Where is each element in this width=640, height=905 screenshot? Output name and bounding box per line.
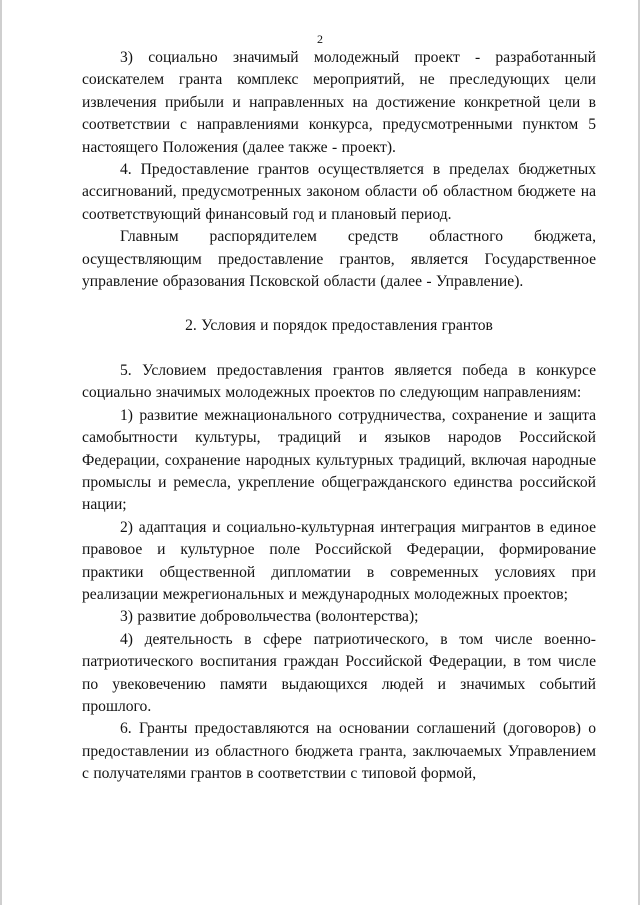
paragraph-item-3-definition: 3) социально значимый молодежный проект - разработанный соискателем гранта комплекс мероприятий, не преследующих цели извлечения прибыли и направленных на достижение конкретной цели в соответствии с направлениями конкурса, предусмотренными пунктом 5 настоящего Положения (далее также - проект).	[82, 49, 596, 156]
paragraph-direction-3: 3) развитие добровольчества (волонтерства);	[120, 608, 419, 626]
paragraph-clause-5: 5. Условием предоставления грантов является победа в конкурсе социально значимых молодежных проектов по следующим направлениям:	[82, 361, 596, 402]
scan-edge-left	[0, 0, 2, 905]
section-heading: 2. Условия и порядок предоставления грантов	[185, 317, 493, 335]
paragraph-direction-4: 4) деятельность в сфере патриотического, в том числе военно-патриотического воспитания граждан Российской Федерации, в том числе по увековечению памяти выдающихся людей и значимых событий прошлого.	[82, 630, 596, 715]
paragraph-clause-6: 6. Гранты предоставляются на основании соглашений (договоров) о предоставлении из областного бюджета гранта, заключаемых Управлением с получателями грантов в соответствии с типовой формой,	[82, 720, 596, 783]
document-body	[82, 47, 596, 786]
paragraph-direction-1: 1) развитие межнационального сотрудничества, сохранение и защита самобытности культуры, традиций и языков народов Российской Федерации, сохранение народных культурных традиций, включая народные промыслы и ремесла, укрепление общегражданского единства российской нации;	[82, 406, 596, 514]
page-number: 2	[317, 32, 323, 46]
paragraph-clause-4: 4. Предоставление грантов осуществляется в пределах бюджетных ассигнований, предусмотренных законом области об областном бюджете на соответствующий финансовый год и плановый период.	[82, 161, 596, 223]
paragraph-direction-2: 2) адаптация и социально-культурная интеграция мигрантов в единое правовое и культурное поле Российской Федерации, формирование практики общественной дипломатии в современных условиях при реализации межрегиональных и международных молодежных проектов;	[82, 518, 596, 603]
paragraph-chief-administrator: Главным распорядителем средств областного бюджета, осуществляющим предоставление грантов, является Государственное управление образования Псковской области (далее - Управление).	[82, 228, 596, 291]
